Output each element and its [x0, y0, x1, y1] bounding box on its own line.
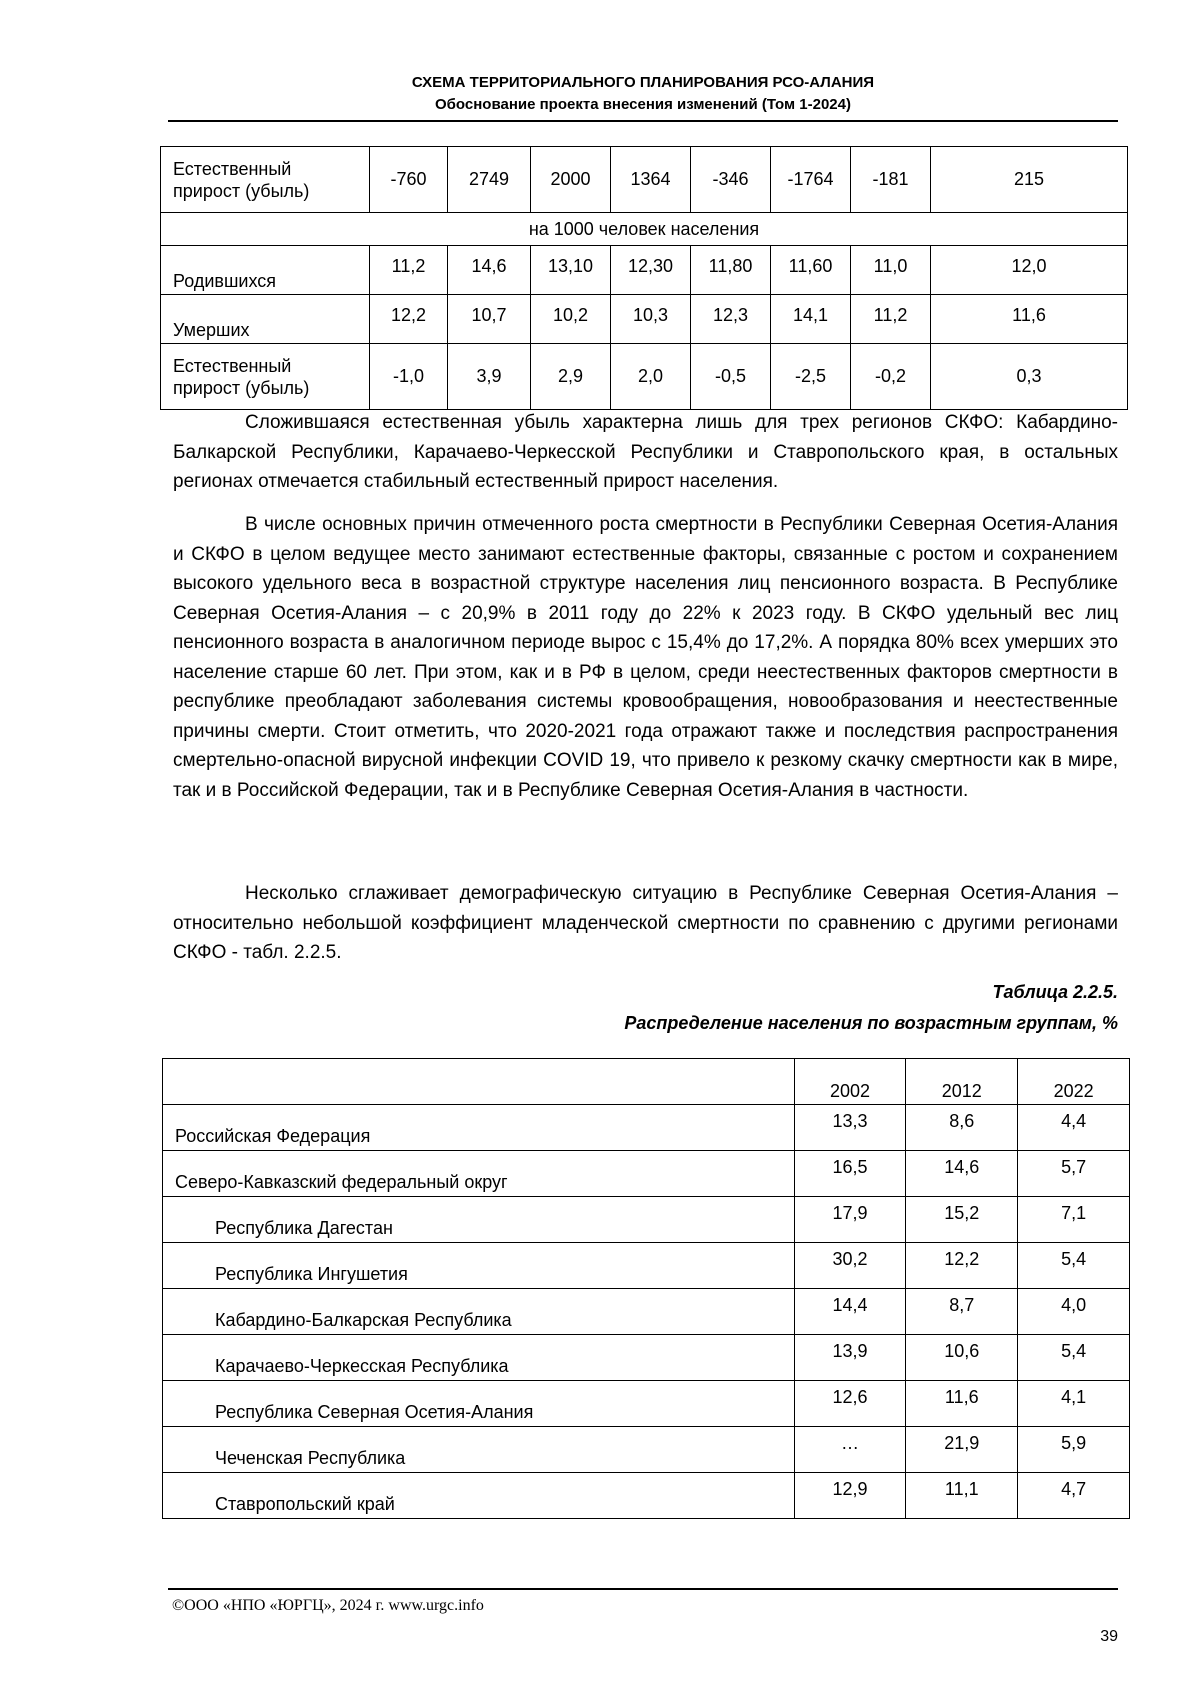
table-cell: 14,6: [906, 1151, 1018, 1197]
row-label: Ставропольский край: [163, 1473, 795, 1519]
table-row: [163, 1105, 1130, 1151]
table-cell: 5,4: [1018, 1243, 1130, 1289]
table-row: [163, 1243, 1130, 1289]
table-cell: 14,1: [771, 295, 851, 344]
column-header: 2002: [794, 1059, 906, 1105]
section-label: на 1000 человек населения: [161, 213, 1128, 246]
table-cell: 15,2: [906, 1197, 1018, 1243]
table-cell: 215: [931, 147, 1128, 213]
row-label: Чеченская Республика: [163, 1427, 795, 1473]
table-row: [163, 1289, 1130, 1335]
table-cell: 12,2: [906, 1243, 1018, 1289]
paragraph-natural-decline: Сложившаяся естественная убыль характерна лишь для трех регионов СКФО: Кабардино-Балкарской Республики, Карачаево-Черкесской Республики и Ставропольского края, в остальных регионах отмечается стабильный естественный прирост населения.: [173, 412, 1118, 492]
table-cell: -0,2: [851, 344, 931, 410]
header-divider: [168, 120, 1118, 122]
table-cell: 5,4: [1018, 1335, 1130, 1381]
table-row-deaths: [161, 295, 1128, 344]
table-cell: -1764: [771, 147, 851, 213]
table-cell: 2000: [531, 147, 611, 213]
table-cell: -2,5: [771, 344, 851, 410]
row-label: Естественный прирост (убыль): [161, 147, 370, 213]
table-cell: 12,2: [370, 295, 448, 344]
table-row: [163, 1197, 1130, 1243]
table-header-row: [163, 1059, 1130, 1105]
table-cell: 2,9: [531, 344, 611, 410]
row-label: Естественный прирост (убыль): [161, 344, 370, 410]
table-cell: 8,6: [906, 1105, 1018, 1151]
table-row: [163, 1427, 1130, 1473]
table-cell: 11,1: [906, 1473, 1018, 1519]
header-title: СХЕМА ТЕРРИТОРИАЛЬНОГО ПЛАНИРОВАНИЯ РСО-АЛАНИЯ: [411, 74, 875, 91]
table-cell: 13,3: [794, 1105, 906, 1151]
table-cell: 7,1: [1018, 1197, 1130, 1243]
table-cell: -181: [851, 147, 931, 213]
table-cell: 30,2: [794, 1243, 906, 1289]
table-cell: -346: [691, 147, 771, 213]
row-label: Кабардино-Балкарская Республика: [163, 1289, 795, 1335]
table-cell: 11,2: [851, 295, 931, 344]
table-row: [163, 1335, 1130, 1381]
table-row: [163, 1151, 1130, 1197]
table-cell: 4,0: [1018, 1289, 1130, 1335]
table-cell: 8,7: [906, 1289, 1018, 1335]
column-header: 2012: [906, 1059, 1018, 1105]
demographics-table: [160, 146, 1128, 410]
table-cell: 12,6: [794, 1381, 906, 1427]
table-cell: 10,6: [906, 1335, 1018, 1381]
table-cell: 13,9: [794, 1335, 906, 1381]
table-cell: 11,80: [691, 246, 771, 295]
table-cell: …: [794, 1427, 906, 1473]
column-header: 2022: [1018, 1059, 1130, 1105]
table-caption-title: Распределение населения по возрастным группам, %: [624, 1013, 1118, 1033]
table-cell: -1,0: [370, 344, 448, 410]
table-cell: 21,9: [906, 1427, 1018, 1473]
table-cell: 12,9: [794, 1473, 906, 1519]
row-label: Карачаево-Черкесская Республика: [163, 1335, 795, 1381]
table-cell: 4,7: [1018, 1473, 1130, 1519]
table-cell: 11,2: [370, 246, 448, 295]
age-groups-table: [162, 1058, 1130, 1519]
table-caption-number: Таблица 2.2.5.: [992, 982, 1118, 1002]
footer-divider: [168, 1588, 1118, 1590]
table-cell: 14,6: [448, 246, 531, 295]
table-cell: 12,3: [691, 295, 771, 344]
table-cell: 0,3: [931, 344, 1128, 410]
table-cell: 13,10: [531, 246, 611, 295]
table-cell: 4,1: [1018, 1381, 1130, 1427]
table-cell: 5,7: [1018, 1151, 1130, 1197]
table-cell: 11,60: [771, 246, 851, 295]
header-blank-cell: [163, 1059, 795, 1105]
row-label: Республика Дагестан: [163, 1197, 795, 1243]
row-label: Республика Ингушетия: [163, 1243, 795, 1289]
table-row-natural-growth-rate: [161, 344, 1128, 410]
table-cell: 16,5: [794, 1151, 906, 1197]
footer-copyright: ©ООО «НПО «ЮРГЦ», 2024 г. www.urgc.info: [172, 1597, 484, 1614]
table-cell: 2,0: [611, 344, 691, 410]
table-cell: 10,2: [531, 295, 611, 344]
table-cell: -0,5: [691, 344, 771, 410]
table-cell: 11,0: [851, 246, 931, 295]
page-header: [168, 72, 1118, 116]
table-cell: 12,30: [611, 246, 691, 295]
row-label: Умерших: [161, 295, 370, 344]
table-cell: 11,6: [906, 1381, 1018, 1427]
table-cell: 10,7: [448, 295, 531, 344]
table-section-row: [161, 213, 1128, 246]
table-cell: 3,9: [448, 344, 531, 410]
row-label: Республика Северная Осетия-Алания: [163, 1381, 795, 1427]
table-cell: 12,0: [931, 246, 1128, 295]
table-cell: 5,9: [1018, 1427, 1130, 1473]
table-cell: 2749: [448, 147, 531, 213]
table-row: [163, 1381, 1130, 1427]
table-cell: 17,9: [794, 1197, 906, 1243]
table-row: [163, 1473, 1130, 1519]
table-cell: -760: [370, 147, 448, 213]
row-label: Северо-Кавказский федеральный округ: [163, 1151, 795, 1197]
table-cell: 10,3: [611, 295, 691, 344]
header-subtitle: Обоснование проекта внесения изменений (Том 1-2024): [435, 96, 851, 113]
paragraph-mortality-causes: В числе основных причин отмеченного роста смертности в Республики Северная Осетия-Алания и СКФО в целом ведущее место занимают естественные факторы, связанные с ростом и сохранением высокого удельного веса в возрастной структуре населения лиц пенсионного возраста. В Республике Северная Осетия-Алания – с 20,9% в 2011 году до 22% к 2023 году. В СКФО удельный вес лиц пенсионного возраста в аналогичном периоде вырос с 15,4% до 17,2%. А порядка 80% всех умерших это население старше 60 лет. При этом, как и в РФ в целом, среди неестественных факторов смертности в республике преобладают заболевания системы кровообращения, новообразования и неестественные причины смерти. Стоит отметить, что 2020-2021 года отражают также и последствия распространения смертельно-опасной вирусной инфекции COVID 19, что привело к резкому скачку смертности как в мире, так и в Российской Федерации, так и в Республике Северная Осетия-Алания в частности.: [173, 514, 1118, 801]
table-row-births: [161, 246, 1128, 295]
page-number: 39: [1100, 1628, 1118, 1645]
paragraph-infant-mortality: Несколько сглаживает демографическую ситуацию в Республике Северная Осетия-Алания – относительно небольшой коэффициент младенческой смертности по сравнению с другими регионами СКФО - табл. 2.2.5.: [173, 883, 1118, 963]
table-cell: 1364: [611, 147, 691, 213]
row-label: Российская Федерация: [163, 1105, 795, 1151]
table-cell: 4,4: [1018, 1105, 1130, 1151]
table-cell: 14,4: [794, 1289, 906, 1335]
table-row-natural-growth: [161, 147, 1128, 213]
row-label: Родившихся: [161, 246, 370, 295]
table-cell: 11,6: [931, 295, 1128, 344]
